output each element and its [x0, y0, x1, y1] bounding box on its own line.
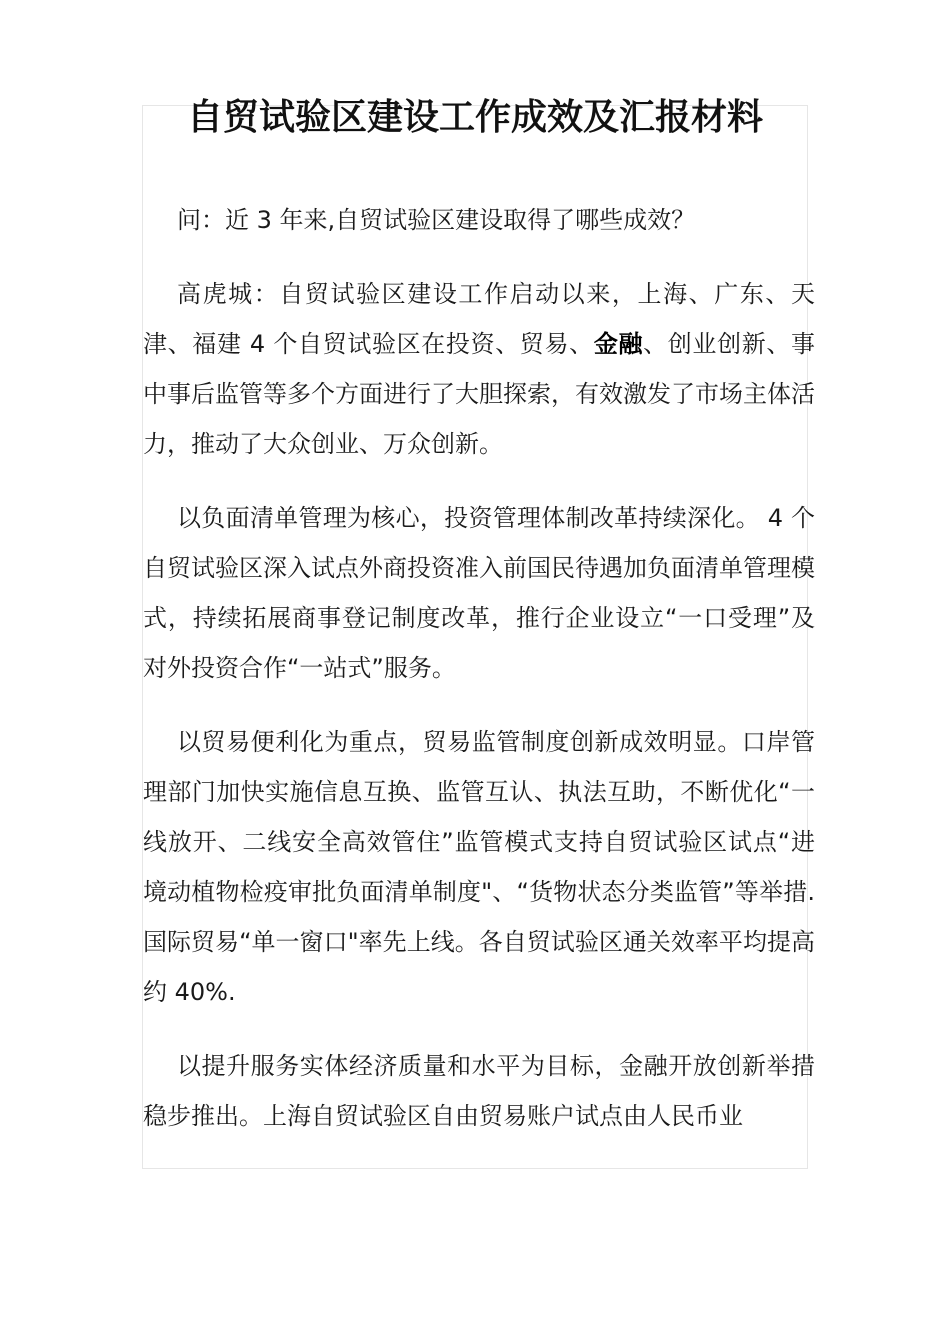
paragraph-trade: 以贸易便利化为重点，贸易监管制度创新成效明显。口岸管理部门加快实施信息互换、监管互认、执法互助，不断优化“一线放开、二线安全高效管住”监管模式支持自贸试验区试点“进境动植物检疫审批负面清单制度"、“货物状态分类监管”等举措.国际贸易“单一窗口"率先上线。各自贸试验区通关效率平均提高约 40%.	[143, 728, 815, 1006]
bold-keyword: 金融	[593, 330, 644, 358]
paragraph-answer-intro	[143, 269, 815, 469]
paragraph-text: 、创业创新、事中事后监管等多个方面进行了大胆探索，有效激发了市场主体活力，推动了大众创业、万众创新。	[143, 330, 816, 458]
document-body	[143, 195, 815, 1165]
paragraph-question: 问：近 3 年来,自贸试验区建设取得了哪些成效？	[177, 206, 696, 234]
paragraph-finance: 以提升服务实体经济质量和水平为目标，金融开放创新举措稳步推出。上海自贸试验区自由贸易账户试点由人民币业	[143, 1052, 815, 1130]
paragraph-text: 高虎城：自贸试验区建设工作启动以来，上海、广东、天津、福建 4 个自贸试验区在投资、贸易、	[143, 280, 815, 358]
paragraph-investment: 以负面清单管理为核心，投资管理体制改革持续深化。 4 个自贸试验区深入试点外商投资准入前国民待遇加负面清单管理模式，持续拓展商事登记制度改革，推行企业设立“一口受理”及对外投资合作“一站式”服务。	[143, 504, 815, 682]
document-title: 自贸试验区建设工作成效及汇报材料	[186, 97, 763, 138]
